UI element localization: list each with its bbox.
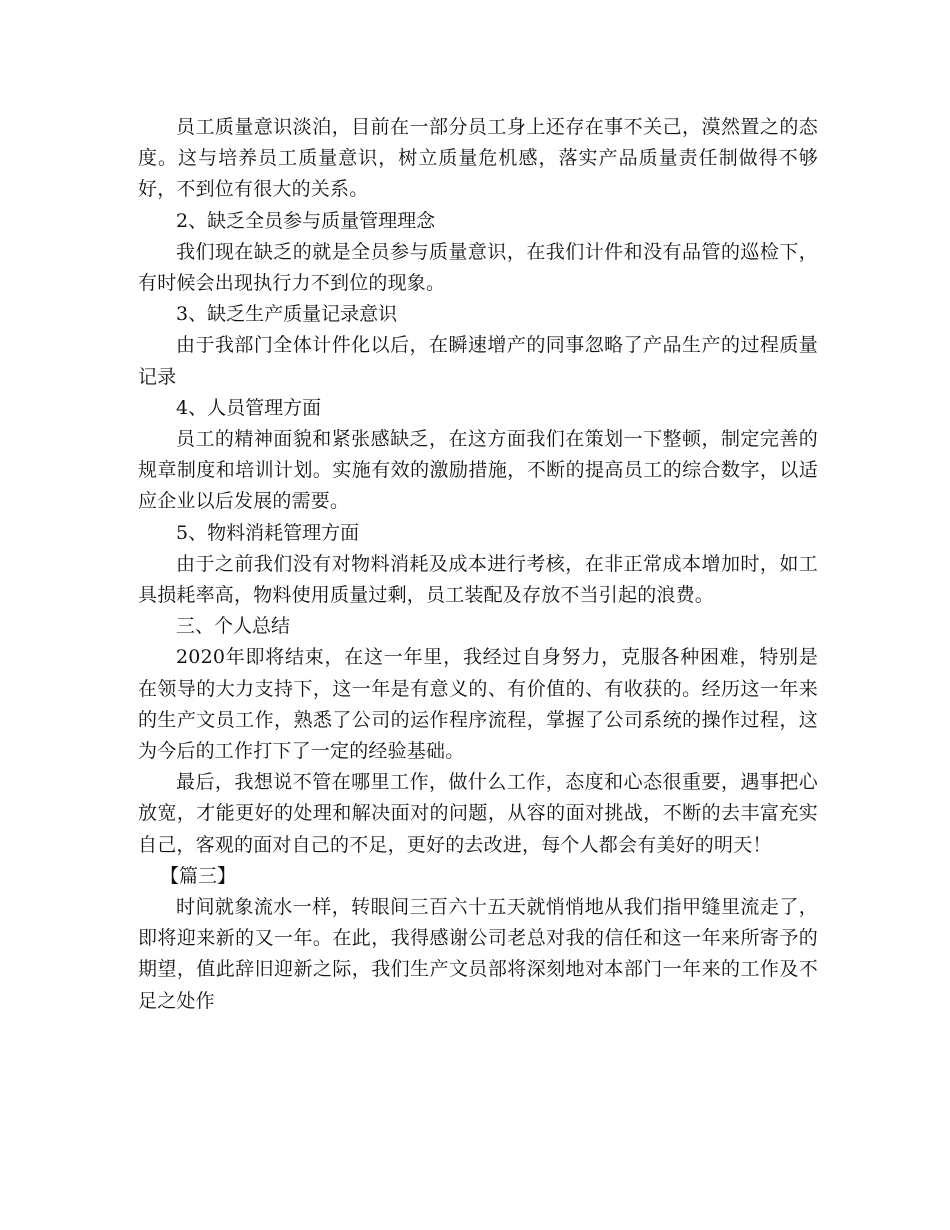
paragraph-personal-summary: 2020年即将结束，在这一年里，我经过自身努力，克服各种困难，特别是在领导的大力支持下，这一年是有意义的、有价值的、有收获的。经历这一年来的生产文员工作，熟悉了公司的运作程序流程，掌握了公司系统的操作过程，这为今后的工作打下了一定的经验基础。 [138, 646, 818, 763]
paragraph-closing: 最后，我想说不管在哪里工作，做什么工作，态度和心态很重要，遇事把心放宽，才能更好的处理和解决面对的问题，从容的面对挑战，不断的去丰富充实自己，客观的面对自己的不足，更好的去改进，每个人都会有美好的明天！ [138, 771, 818, 856]
heading-personal-summary: 三、个人总结 [176, 615, 291, 638]
paragraph-participation: 我们现在缺乏的就是全员参与质量意识，在我们计件和没有品管的巡检下，有时候会出现执行力不到位的现象。 [138, 240, 818, 295]
heading-participation: 2、缺乏全员参与质量管理理念 [176, 209, 436, 232]
heading-personnel-management: 4、人员管理方面 [176, 396, 322, 419]
section-marker: 【篇三】 [160, 864, 237, 887]
heading-record-awareness: 3、缺乏生产质量记录意识 [176, 303, 398, 326]
heading-material-consumption: 5、物料消耗管理方面 [176, 521, 360, 544]
paragraph-record-awareness: 由于我部门全体计件化以后，在瞬速增产的同事忽略了产品生产的过程质量记录 [138, 334, 818, 388]
document-page [138, 112, 818, 1017]
paragraph-quality-awareness: 员工质量意识淡泊，目前在一部分员工身上还存在事不关己，漠然置之的态度。这与培养员工质量意识，树立质量危机感，落实产品质量责任制做得不够好，不到位有很大的关系。 [138, 116, 818, 201]
paragraph-material-consumption: 由于之前我们没有对物料消耗及成本进行考核，在非正常成本增加时，如工具损耗率高，物料使用质量过剩，员工装配及存放不当引起的浪费。 [138, 552, 818, 607]
paragraph-part-three: 时间就象流水一样，转眼间三百六十五天就悄悄地从我们指甲缝里流走了，即将迎来新的又一年。在此，我得感谢公司老总对我的信任和这一年来所寄予的期望，值此辞旧迎新之际，我们生产文员部将深刻地对本部门一年来的工作及不足之处作 [138, 896, 818, 1012]
paragraph-personnel-management: 员工的精神面貌和紧张感缺乏，在这方面我们在策划一下整顿，制定完善的规章制度和培训计划。实施有效的激励措施，不断的提高员工的综合数字，以适应企业以后发展的需要。 [138, 428, 818, 513]
